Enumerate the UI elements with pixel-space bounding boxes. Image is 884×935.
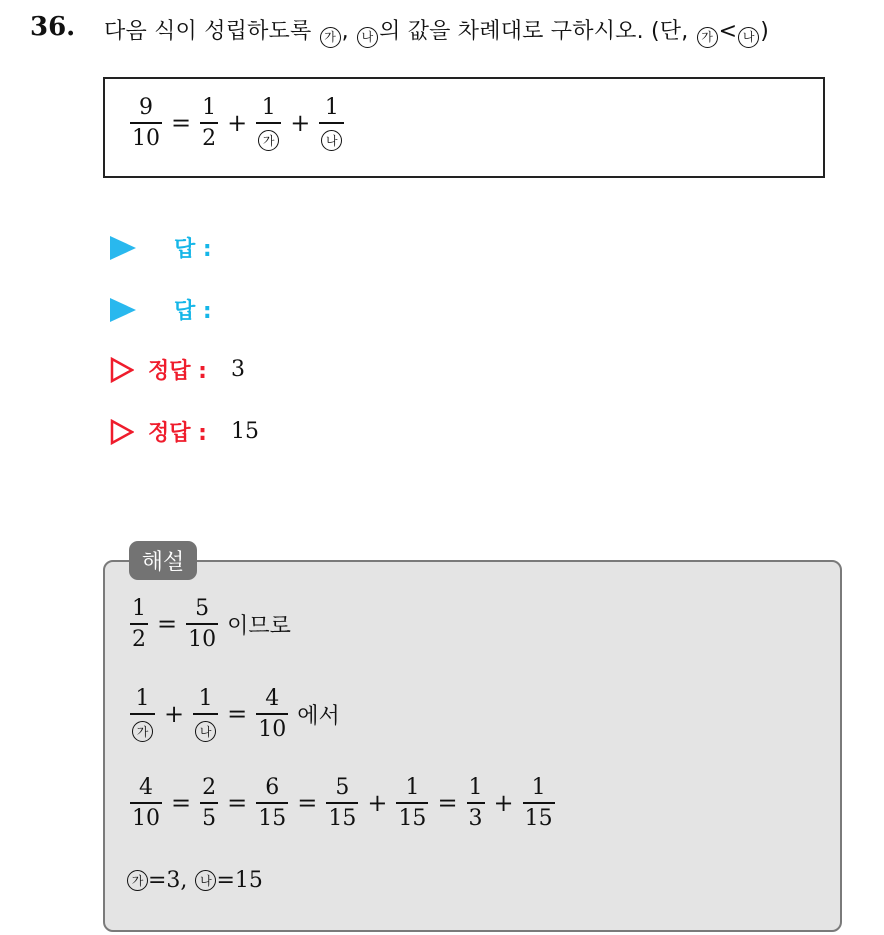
plus-sign: +	[290, 109, 311, 138]
denominator: 10	[258, 716, 287, 742]
circled-na-symbol: 나	[321, 130, 342, 151]
explanation-tag: 해설	[129, 541, 197, 580]
correct-answer-label: 정답 :	[148, 421, 207, 446]
fraction-term3	[319, 95, 344, 151]
fraction	[396, 775, 428, 831]
circled-ga-symbol: 가	[132, 721, 153, 742]
ga-value: =3,	[148, 868, 188, 893]
denominator: 15	[524, 805, 553, 831]
equals-sign: =	[171, 109, 192, 138]
equals-sign: =	[297, 789, 318, 818]
circled-na-symbol: 나	[195, 721, 216, 742]
numerator: 4	[139, 775, 153, 800]
correct-answer-row-1	[110, 354, 245, 385]
equals-sign: =	[171, 789, 192, 818]
fraction	[130, 686, 155, 742]
circled-na-symbol-condition: 나	[738, 27, 759, 48]
denominator: 15	[398, 805, 427, 831]
equals-sign: =	[157, 610, 178, 639]
numerator: 6	[265, 775, 280, 800]
correct-answer-value: 15	[230, 419, 259, 444]
numerator: 1	[135, 686, 150, 711]
na-value: =15	[216, 868, 263, 893]
circled-ga-symbol-condition: 가	[697, 27, 718, 48]
answer-label: 답 :	[174, 237, 212, 262]
play-arrow-icon	[110, 298, 136, 322]
correct-answer-label: 정답 :	[148, 359, 207, 384]
question-text-before: 다음 식이 성립하도록	[104, 19, 312, 44]
question-number: 36.	[30, 12, 76, 42]
fraction-term2	[256, 95, 281, 151]
denominator: 10	[132, 805, 160, 831]
fraction	[130, 775, 162, 831]
numerator: 1	[324, 95, 339, 120]
question-text: 다음 식이 성립하도록 가 , 나 의 값을 차례대로 구하시오. (단, 가 < 나 )	[104, 14, 769, 48]
equation	[127, 95, 347, 151]
circled-ga-symbol: 가	[258, 130, 279, 151]
explanation-box	[103, 560, 842, 932]
circled-na-symbol: 나	[195, 870, 216, 891]
plus-sign: +	[164, 700, 185, 729]
numerator: 1	[531, 775, 546, 800]
numerator: 5	[335, 775, 350, 800]
answer-label: 답 :	[174, 299, 212, 324]
numerator: 5	[195, 596, 210, 621]
plus-sign: +	[227, 109, 248, 138]
denominator: 10	[132, 125, 160, 151]
fraction	[256, 775, 288, 831]
explanation-line-1	[127, 596, 291, 652]
denominator: 5	[202, 805, 217, 831]
fraction	[193, 686, 218, 742]
numerator: 1	[198, 686, 213, 711]
numerator: 1	[261, 95, 276, 120]
numerator: 1	[202, 95, 217, 121]
fraction	[130, 596, 148, 652]
fraction	[200, 775, 218, 831]
explanation-line-2	[127, 686, 340, 742]
equals-sign: =	[437, 789, 458, 818]
plus-sign: +	[367, 789, 388, 818]
fraction	[186, 596, 218, 652]
answer-row-2	[110, 294, 212, 325]
numerator: 1	[405, 775, 420, 800]
fraction-lhs	[130, 95, 162, 151]
explanation-text: 에서	[297, 703, 340, 729]
play-arrow-icon	[110, 236, 136, 260]
denominator: 15	[328, 805, 357, 831]
numerator: 1	[468, 775, 483, 800]
denominator: 3	[468, 805, 483, 831]
equation-box	[103, 77, 825, 178]
explanation-line-4	[127, 868, 263, 893]
correct-answer-value: 3	[230, 357, 245, 382]
circled-ga-symbol: 가	[320, 27, 341, 48]
question-text-middle: 의 값을 차례대로 구하시오. (단,	[379, 19, 689, 44]
fraction-term1	[200, 95, 218, 151]
equals-sign: =	[227, 700, 248, 729]
answer-row-1	[110, 232, 212, 263]
less-than-sign: <	[718, 19, 738, 44]
circled-ga-symbol: 가	[127, 870, 148, 891]
numerator: 9	[139, 95, 153, 121]
denominator: 10	[188, 626, 217, 652]
explanation-text: 이므로	[227, 613, 291, 639]
outline-arrow-icon	[110, 357, 134, 383]
numerator: 1	[132, 596, 146, 621]
denominator: 2	[132, 626, 146, 652]
close-paren: )	[760, 19, 770, 44]
circled-na-symbol: 나	[357, 27, 378, 48]
numerator: 2	[202, 775, 217, 800]
equals-sign: =	[227, 789, 248, 818]
explanation-line-3	[127, 775, 558, 831]
fraction	[326, 775, 358, 831]
outline-arrow-icon	[110, 419, 134, 445]
denominator: 15	[258, 805, 287, 831]
correct-answer-row-2	[110, 416, 259, 447]
fraction	[467, 775, 485, 831]
fraction	[523, 775, 555, 831]
fraction	[256, 686, 288, 742]
numerator: 4	[265, 686, 280, 712]
denominator: 2	[202, 125, 217, 151]
plus-sign: +	[493, 789, 514, 818]
